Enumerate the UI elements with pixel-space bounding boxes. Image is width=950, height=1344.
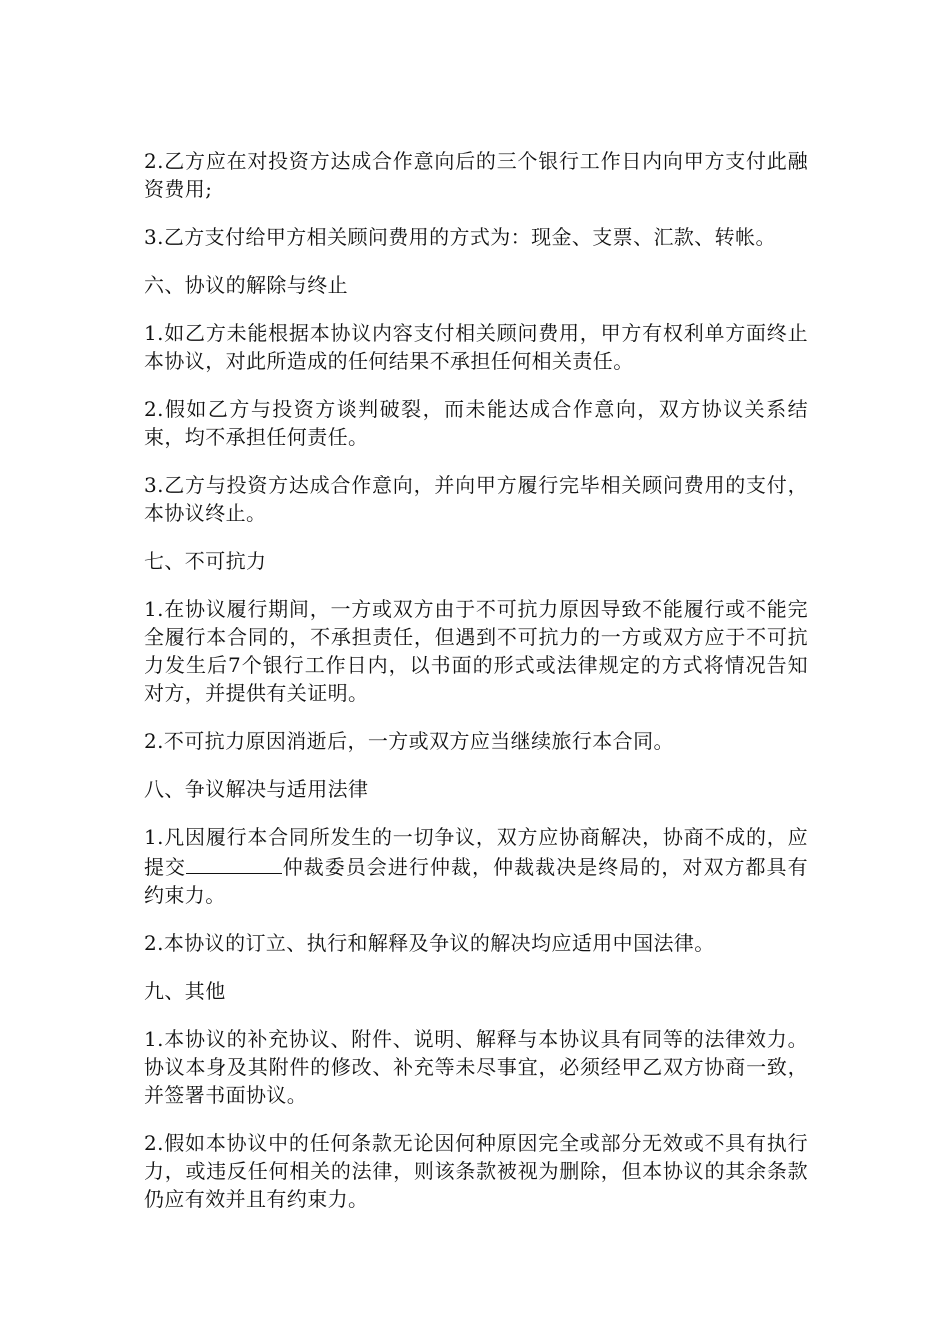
clause-8-1-before: 1.凡因履行本合同所发生的一切争议，双方应协商解决，协商不成的，应提交 — [144, 825, 808, 879]
clause-9-1: 1.本协议的补充协议、附件、说明、解释与本协议具有同等的法律效力。协议本身及其附件的修改、补充等未尽事宜，必须经甲乙双方协商一致，并签署书面协议。 — [144, 1027, 808, 1107]
clause-5-3: 3.乙方支付给甲方相关顾问费用的方式为：现金、支票、汇款、转帐。 — [144, 225, 776, 249]
clause-8-2: 2.本协议的订立、执行和解释及争议的解决均应适用中国法律。 — [144, 931, 715, 955]
clause-5-2: 2.乙方应在对投资方达成合作意向后的三个银行工作日内向甲方支付此融资费用; — [144, 149, 808, 201]
section-heading-8: 八、争议解决与适用法律 — [144, 777, 369, 801]
arbitration-blank-line — [186, 851, 282, 874]
clause-9-2: 2.假如本协议中的任何条款无论因何种原因完全或部分无效或不具有执行力，或违反任何相关的法律，则该条款被视为删除，但本协议的其余条款仍应有效并且有约束力。 — [144, 1131, 808, 1211]
clause-6-3: 3.乙方与投资方达成合作意向，并向甲方履行完毕相关顾问费用的支付，本协议终止。 — [144, 473, 808, 525]
clause-8-1 — [144, 823, 808, 909]
section-heading-9: 九、其他 — [144, 979, 226, 1003]
clause-6-1: 1.如乙方未能根据本协议内容支付相关顾问费用，甲方有权利单方面终止本协议，对此所造成的任何结果不承担任何相关责任。 — [144, 321, 808, 373]
section-heading-7: 七、不可抗力 — [144, 549, 267, 573]
section-heading-6: 六、协议的解除与终止 — [144, 273, 348, 297]
clause-7-1: 1.在协议履行期间，一方或双方由于不可抗力原因导致不能履行或不能完全履行本合同的，不承担责任，但遇到不可抗力的一方或双方应于不可抗力发生后7个银行工作日内，以书面的形式或法律规定的方式将情况告知对方，并提供有关证明。 — [144, 597, 808, 705]
clause-7-2: 2.不可抗力原因消逝后，一方或双方应当继续旅行本合同。 — [144, 729, 674, 753]
clause-8-1-after: 仲裁委员会进行仲裁，仲裁裁决是终局的，对双方都具有约束力。 — [144, 855, 808, 907]
document-page — [144, 147, 808, 1233]
clause-6-2: 2.假如乙方与投资方谈判破裂，而未能达成合作意向，双方协议关系结束，均不承担任何责任。 — [144, 397, 808, 449]
